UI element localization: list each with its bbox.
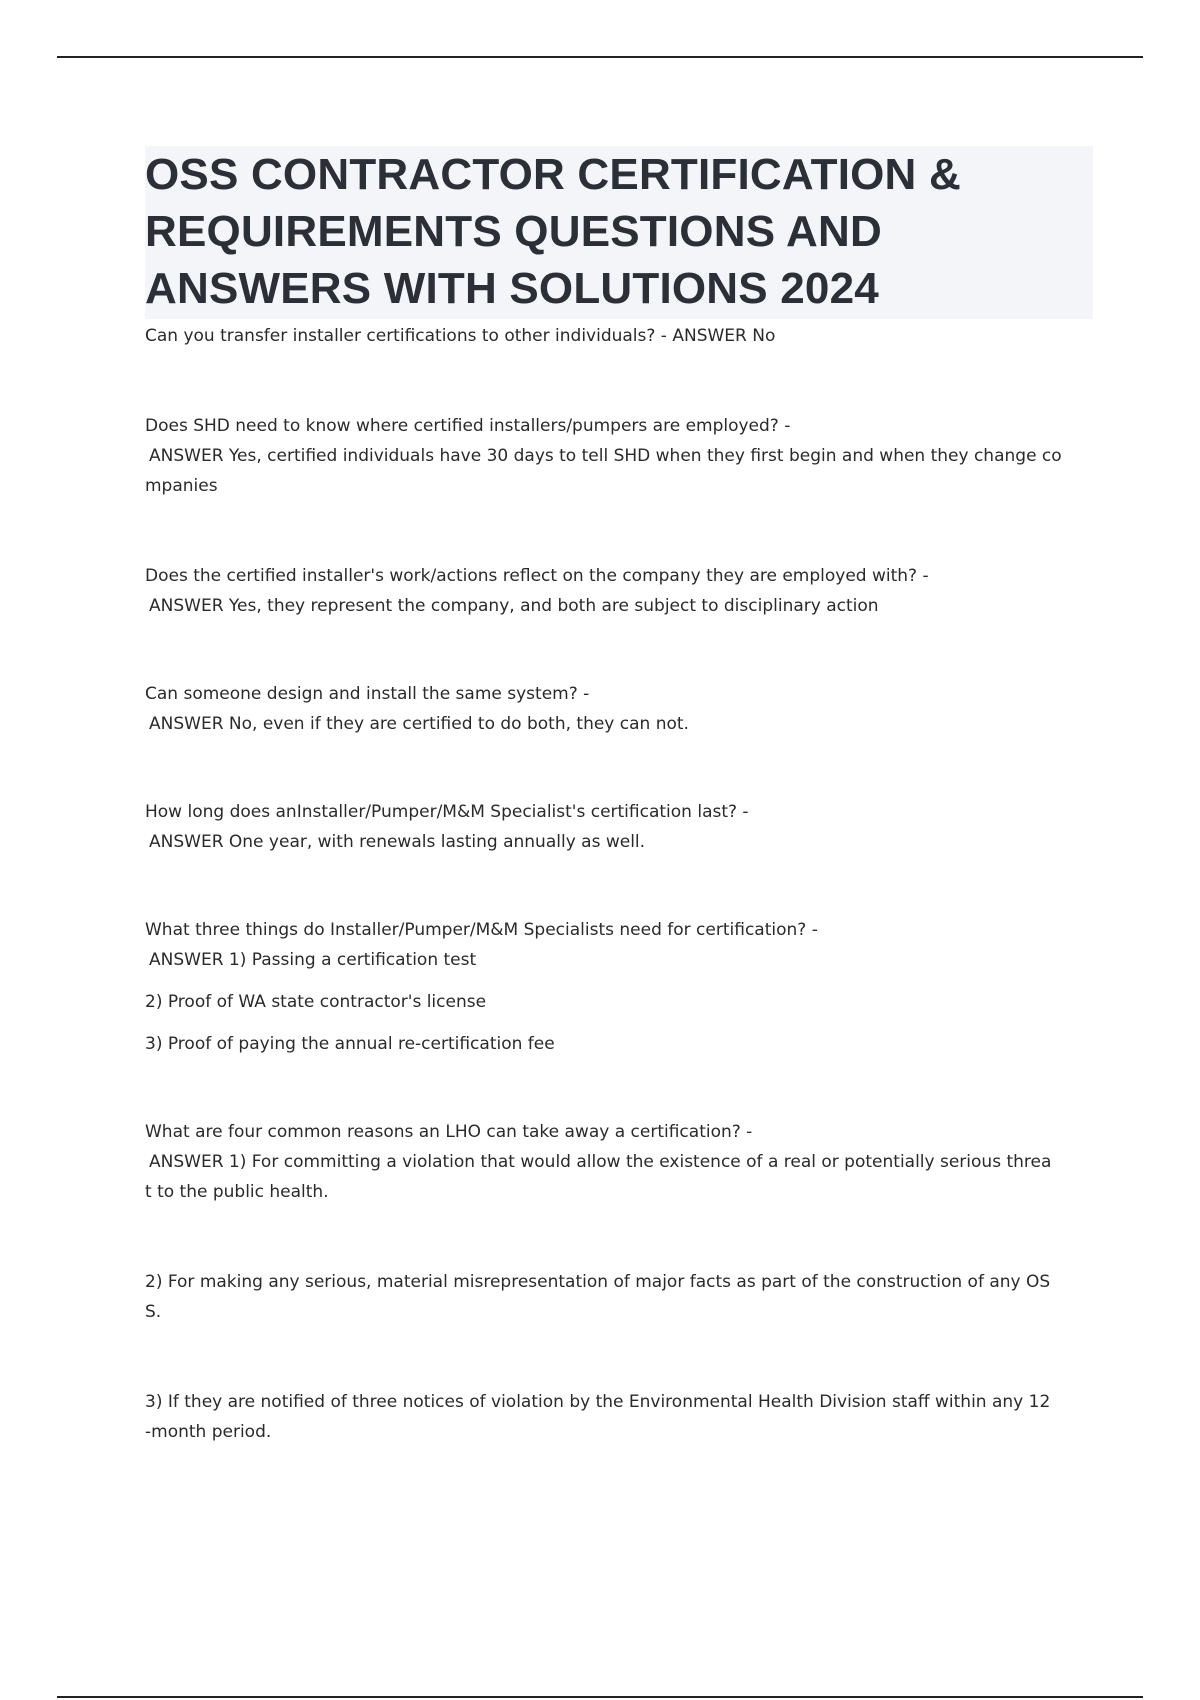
qa-item-7 [145,1117,1093,1447]
answer-7-item-1-line-1: ANSWER 1) For committing a violation that would allow the existence of a real or potentially serious threa [149,1152,1052,1172]
answer-7-item-2-line-2: S. [145,1302,162,1322]
answer-2-line-2: mpanies [145,476,218,496]
top-rule [57,56,1143,58]
qa-item-6 [145,915,1093,1059]
qa-item-4 [145,679,1093,739]
question-7: What are four common reasons an LHO can take away a certification? - [145,1122,753,1142]
bottom-rule [57,1696,1143,1698]
title-block [145,146,1093,319]
answer-6-item-1: ANSWER 1) Passing a certification test [149,950,477,970]
answer-6-item-3: 3) Proof of paying the annual re-certification fee [145,1034,555,1054]
qa-item-2 [145,411,1093,501]
document-page [145,146,1093,1447]
qa-item-3 [145,561,1093,621]
question-5: How long does anInstaller/Pumper/M&M Specialist's certification last? - [145,802,749,822]
qa-item-1 [145,321,1093,351]
answer-6-item-2: 2) Proof of WA state contractor's license [145,992,487,1012]
document-title: OSS CONTRACTOR CERTIFICATION & REQUIREMENTS QUESTIONS AND ANSWERS WITH SOLUTIONS 2024 [145,150,961,313]
answer-3: ANSWER Yes, they represent the company, and both are subject to disciplinary action [149,596,879,616]
answer-7-item-1-line-2: t to the public health. [145,1182,329,1202]
answer-7-item-2-line-1: 2) For making any serious, material misrepresentation of major facts as part of the construction of any OS [145,1272,1051,1292]
answer-4: ANSWER No, even if they are certified to do both, they can not. [149,714,689,734]
qa-item-5 [145,797,1093,857]
question-4: Can someone design and install the same system? - [145,684,590,704]
question-3: Does the certified installer's work/actions reflect on the company they are employed with? - [145,566,929,586]
answer-7-item-3-line-1: 3) If they are notified of three notices of violation by the Environmental Health Division staff within any 12 [145,1392,1051,1412]
question-1: Can you transfer installer certifications to other individuals? - ANSWER No [145,326,776,346]
answer-5: ANSWER One year, with renewals lasting annually as well. [149,832,646,852]
answer-7-item-3-line-2: -month period. [145,1422,272,1442]
question-6: What three things do Installer/Pumper/M&M Specialists need for certification? - [145,920,818,940]
question-2: Does SHD need to know where certified installers/pumpers are employed? - [145,416,791,436]
answer-2-line-1: ANSWER Yes, certified individuals have 30 days to tell SHD when they first begin and when they change co [149,446,1062,466]
